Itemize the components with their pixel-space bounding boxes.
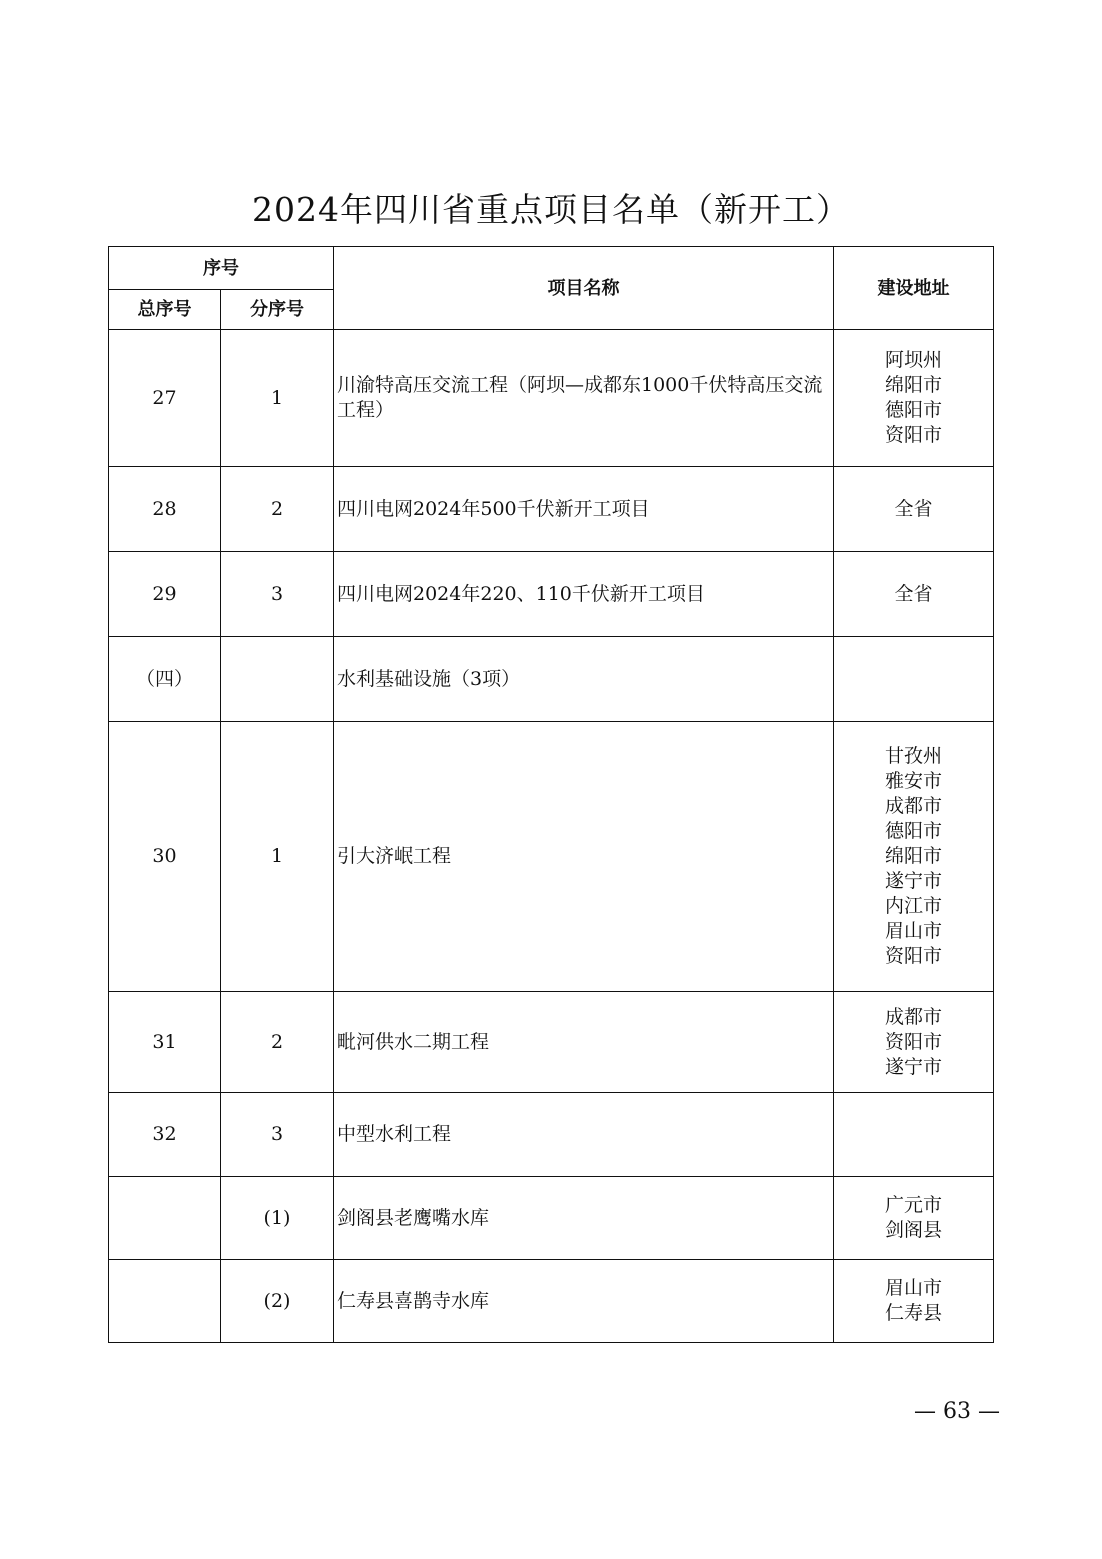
total-seq-cell xyxy=(109,1177,221,1260)
table-row xyxy=(109,330,994,467)
location-item: 绵阳市 xyxy=(884,845,942,867)
header-total-seq: 总序号 xyxy=(109,290,221,330)
table-row xyxy=(109,722,994,992)
total-seq-cell: 29 xyxy=(109,552,221,637)
page-title: 2024年四川省重点项目名单（新开工） xyxy=(252,190,850,229)
location-item: 剑阁县 xyxy=(884,1219,942,1241)
location-item: 全省 xyxy=(894,497,933,520)
total-seq-cell: 30 xyxy=(109,722,221,992)
table-row xyxy=(109,467,994,552)
sub-seq-cell xyxy=(221,637,334,722)
location-item: 德阳市 xyxy=(884,820,942,842)
location-item: 资阳市 xyxy=(884,1030,942,1053)
table-row xyxy=(109,637,994,722)
location-cell xyxy=(834,1177,994,1260)
total-seq-cell: 32 xyxy=(109,1093,221,1177)
location-item: 遂宁市 xyxy=(884,870,942,892)
location-item: 成都市 xyxy=(884,795,942,817)
project-name-cell: 剑阁县老鹰嘴水库 xyxy=(334,1177,834,1260)
location-cell xyxy=(834,330,994,467)
total-seq-cell xyxy=(109,1260,221,1343)
location-item: 全省 xyxy=(894,582,933,605)
project-table xyxy=(108,246,994,1343)
sub-seq-cell: (2) xyxy=(221,1260,334,1343)
location-item: 眉山市 xyxy=(884,1277,942,1299)
location-item: 资阳市 xyxy=(884,424,942,446)
project-name-cell: 四川电网2024年500千伏新开工项目 xyxy=(334,467,834,552)
location-item: 雅安市 xyxy=(884,770,942,792)
location-item: 资阳市 xyxy=(884,945,942,967)
header-project-name: 项目名称 xyxy=(334,247,834,330)
location-item: 眉山市 xyxy=(884,920,942,942)
header-seq-group: 序号 xyxy=(109,247,334,290)
project-name-cell: 川渝特高压交流工程（阿坝—成都东1000千伏特高压交流工程） xyxy=(334,330,834,467)
location-cell xyxy=(834,637,994,722)
location-item: 遂宁市 xyxy=(884,1055,942,1078)
project-name-cell: 水利基础设施（3项） xyxy=(334,637,834,722)
project-name-cell: 四川电网2024年220、110千伏新开工项目 xyxy=(334,552,834,637)
header-sub-seq: 分序号 xyxy=(221,290,334,330)
total-seq-cell: （四） xyxy=(109,637,221,722)
sub-seq-cell: 2 xyxy=(221,992,334,1093)
sub-seq-cell: 1 xyxy=(221,330,334,467)
total-seq-cell: 28 xyxy=(109,467,221,552)
sub-seq-cell: (1) xyxy=(221,1177,334,1260)
location-item: 仁寿县 xyxy=(884,1302,942,1324)
sub-seq-cell: 1 xyxy=(221,722,334,992)
total-seq-cell: 31 xyxy=(109,992,221,1093)
project-name-cell: 中型水利工程 xyxy=(334,1093,834,1177)
location-cell xyxy=(834,1260,994,1343)
table-row xyxy=(109,1093,994,1177)
location-item: 绵阳市 xyxy=(884,374,942,396)
location-item: 成都市 xyxy=(884,1005,942,1028)
sub-seq-cell: 2 xyxy=(221,467,334,552)
table-row xyxy=(109,1177,994,1260)
page-number: — 63 — xyxy=(914,1399,1000,1424)
table-row xyxy=(109,992,994,1093)
project-name-cell: 仁寿县喜鹊寺水库 xyxy=(334,1260,834,1343)
location-cell xyxy=(834,1093,994,1177)
location-item: 甘孜州 xyxy=(884,745,942,767)
location-item: 德阳市 xyxy=(884,399,942,421)
sub-seq-cell: 3 xyxy=(221,1093,334,1177)
total-seq-cell: 27 xyxy=(109,330,221,467)
location-cell xyxy=(834,992,994,1093)
table-row xyxy=(109,1260,994,1343)
sub-seq-cell: 3 xyxy=(221,552,334,637)
location-cell xyxy=(834,722,994,992)
project-name-cell: 毗河供水二期工程 xyxy=(334,992,834,1093)
location-item: 阿坝州 xyxy=(884,349,942,371)
header-location: 建设地址 xyxy=(834,247,994,330)
location-item: 内江市 xyxy=(884,895,942,917)
location-cell xyxy=(834,552,994,637)
location-item: 广元市 xyxy=(884,1194,942,1216)
location-cell xyxy=(834,467,994,552)
table-row xyxy=(109,552,994,637)
project-name-cell: 引大济岷工程 xyxy=(334,722,834,992)
